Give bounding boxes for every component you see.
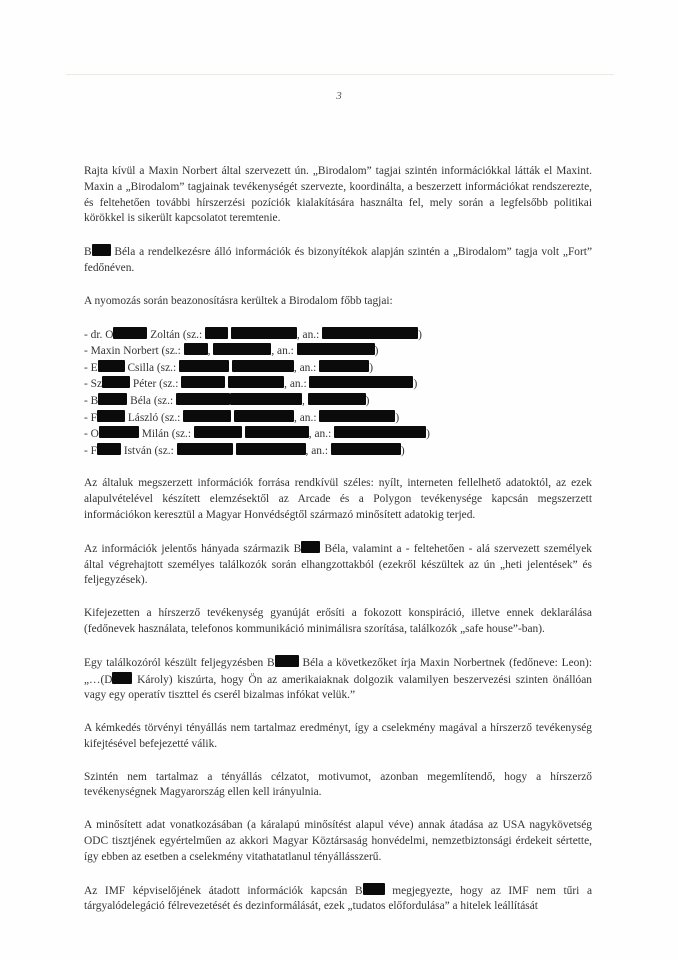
redaction-block (363, 883, 385, 895)
header-rule (66, 74, 614, 75)
redaction-block (181, 376, 225, 388)
document-body (84, 164, 592, 915)
paragraph-2: B Béla a rendelkezésre álló információk és bizonyítékok alapján szintén a „Birodalom” tagja volt „Fort” fedőnéven. (84, 246, 592, 274)
paragraph-1: Rajta kívül a Maxin Norbert által szervezett ún. „Birodalom” tagjai szintén információkkal látták el Maxint. Maxin a „Birodalom” tagjainak tevékenységét szervezte, koordinálta, a beszerzett információkat rendszerezte, és feltehetően további hírszerzési pozíciók kialakítására használta fel, mely során a legfelsőbb politikai körökkel is sikerült kapcsolatot teremtenie. (84, 165, 592, 225)
paragraph-4: Az általuk megszerzett információk forrása rendkívül széles: nyílt, interneten fellelhető adatoktól, az ezek alapulvételével készített elemzésektől az Arcade és a Polygon tevékenysége kapcsán megszerzett információkon keresztül a Magyar Honvédségtől származó minősített adatokig terjed. (84, 477, 592, 521)
paragraph-9: Szintén nem tartalmaz a tényállás célzatot, motivumot, azonban megemlítendő, hogy a hírszerző tevékenységnek Magyarország ellen kell irányulnia. (84, 770, 592, 799)
list-item: - B Béla (sz.: , ) (84, 394, 370, 407)
list-item: - O Milán (sz.: , an.: ) (84, 428, 430, 441)
redaction-block (231, 327, 297, 339)
redaction-block (308, 393, 366, 405)
redaction-block (234, 410, 294, 422)
members-list (84, 327, 592, 460)
paragraph-7: Egy találkozóról készült feljegyzésben B Béla a következőket írja Maxin Norbertnek (fedőneve: Leon): „…(D Károly) kiszúrta, hogy Ön az amerikaiaknak dolgozik valamilyen beszervezési szinten önállóan vagy egy operatív tiszttel és cserél bizalmas infókat velük.” (84, 656, 592, 702)
redaction-block (232, 360, 294, 372)
redaction-block (102, 376, 130, 388)
list-item: - Sz Péter (sz.: , an.: ) (84, 378, 418, 391)
redaction-block (334, 426, 426, 438)
redaction-block (98, 360, 125, 372)
paragraph-10: A minősített adat vonatkozásában (a káralapú minősítést alapul véve) annak átadása az USA nagykövetség ODC tisztjének egyértelműen az akkori Magyar Köztársaság honvédelmi, nemzetbiztonsági érdekeit sértette, így ebben az esetben a cselekmény vitathatatlanul tényállásszerű. (84, 819, 592, 863)
redaction-block (112, 672, 132, 684)
redaction-block (176, 393, 230, 405)
redaction-block (331, 443, 401, 455)
redaction-block (236, 443, 306, 455)
redaction-block (177, 443, 233, 455)
page-number: 3 (336, 90, 342, 102)
paragraph-8: A kémkedés törvényi tényállás nem tartalmaz eredményt, így a cselekmény magával a hírszerző tevékenység kifejtésével befejezetté válik. (84, 722, 592, 750)
redaction-block (322, 327, 418, 339)
redaction-block (301, 541, 320, 553)
redaction-block (275, 655, 299, 667)
list-item: - E Csilla (sz.: , an.: ) (84, 361, 373, 374)
paragraph-11: Az IMF képviselőjének átadott információk kapcsán B megjegyezte, hogy az IMF nem tűri a tárgyalódelegáció félrevezetését és dezinformálását, ezek „tudatos előfordulása” a hitelek leállítását (84, 884, 592, 913)
list-item: - dr. O Zoltán (sz.: , an.: ) (84, 328, 422, 341)
redaction-block (228, 376, 284, 388)
redaction-block (97, 443, 121, 455)
redaction-block (183, 410, 231, 422)
redaction-block (97, 410, 125, 422)
redaction-block (297, 343, 375, 355)
redaction-block (319, 360, 369, 372)
redaction-block (92, 244, 111, 256)
redaction-block (213, 343, 271, 355)
redaction-block (184, 343, 208, 355)
list-item: - Maxin Norbert (sz.: , , an.: ) (84, 345, 379, 358)
redaction-block (113, 327, 147, 339)
paragraph-3: A nyomozás során beazonosításra kerültek a Birodalom főbb tagjai: (84, 294, 393, 307)
redaction-block (205, 327, 228, 339)
paragraph-6: Kifejezetten a hírszerző tevékenység gyanúját erősíti a fokozott konspiráció, illetve ennek deklarálása (fedőnevek használata, telefonos kommunikáció minimálisra szorítása, találkozók „safe house”-ban). (84, 607, 592, 635)
paragraph-5: Az információk jelentős hányada származik B Béla, valamint a - feltehetően - alá szervezett személyek által végrehajtott személyes találkozók során elhangzottakból (ezekről készültek az ún „heti jelentések” és feljegyzések). (84, 542, 592, 587)
redaction-block (194, 426, 242, 438)
redaction-block (309, 376, 413, 388)
list-item: - F László (sz.: , an.: ) (84, 411, 400, 424)
list-item: - F István (sz.: , an.: ) (84, 444, 405, 457)
redaction-block (99, 426, 139, 438)
redaction-block (98, 393, 127, 405)
redaction-block (319, 410, 395, 422)
redaction-block (179, 360, 229, 372)
redaction-block (245, 426, 309, 438)
redaction-block (230, 393, 302, 405)
